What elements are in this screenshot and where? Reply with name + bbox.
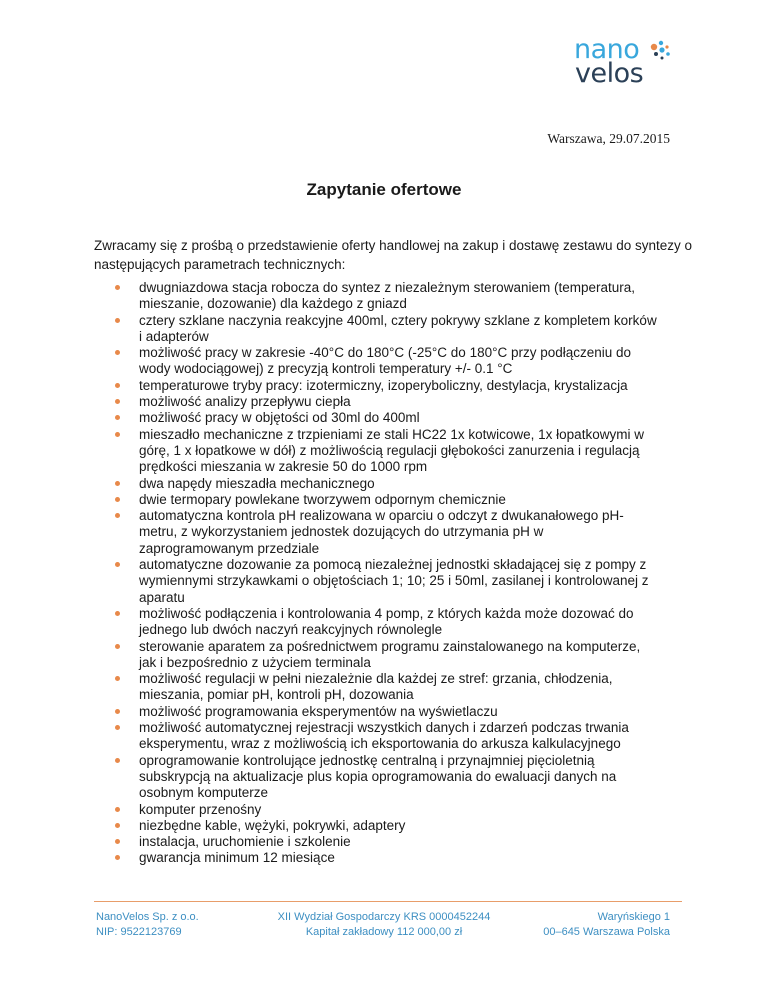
requirement-text-line: aparatu <box>139 589 185 605</box>
bullet-icon <box>115 399 120 404</box>
requirement-text-line: wody wodociągowej) z precyzją kontroli temperatury +/- 0.1 °C <box>139 361 513 377</box>
requirement-text-line: osobnym komputerze <box>139 785 269 801</box>
requirements-list <box>94 280 682 867</box>
requirement-text-line: prędkości mieszania w zakresie 50 do 1000 rpm <box>139 459 428 475</box>
requirement-text-line: oprogramowanie kontrolujące jednostkę centralną i przynajmniej pięcioletnią <box>139 752 595 768</box>
bullet-icon <box>115 415 120 420</box>
footer-capital: Kapitał zakładowy 112 000,00 zł <box>305 926 463 938</box>
requirement-item <box>94 508 682 557</box>
requirement-item <box>94 850 682 866</box>
requirement-text-line: dwie termopary powlekane tworzywem odpornym chemicznie <box>139 491 506 507</box>
requirement-text-line: jednego lub dwóch naczyń reakcyjnych równolegle <box>139 622 443 638</box>
bullet-icon <box>115 823 120 828</box>
requirement-text-line: dwugniazdowa stacja robocza do syntez z niezależnym sterowaniem (temperatura, <box>139 280 635 295</box>
requirement-text-line: możliwość programowania eksperymentów na wyświetlaczu <box>139 703 498 719</box>
requirement-text-line: możliwość pracy w zakresie -40°C do 180°C (-25°C do 180°C przy podłączeniu do <box>139 345 632 361</box>
requirement-text-line: dwa napędy mieszadła mechanicznego <box>139 475 375 491</box>
requirement-text-line: jak i bezpośrednio z użyciem terminala <box>139 654 371 670</box>
logo-text-nano: nano <box>574 34 640 65</box>
footer-city: 00–645 Warszawa Polska <box>543 926 670 938</box>
bullet-icon <box>115 839 120 844</box>
bullet-icon <box>115 481 120 486</box>
requirement-text-line: i adapterów <box>139 328 209 344</box>
requirement-item <box>94 834 682 850</box>
molecule-dots-icon <box>640 38 674 72</box>
requirement-text-line: możliwość analizy przepływu ciepła <box>139 394 351 410</box>
document-title: Zapytanie ofertowe <box>306 180 462 199</box>
requirement-text-line: mieszanie, dozowanie) dla każdego z gniazd <box>139 296 407 312</box>
footer-divider <box>94 901 682 902</box>
requirement-item <box>94 639 682 672</box>
requirement-item <box>94 476 682 492</box>
bullet-icon <box>115 807 120 812</box>
requirement-item <box>94 313 682 346</box>
requirement-item <box>94 818 682 834</box>
bullet-icon <box>115 855 120 860</box>
requirement-text-line: temperaturowe tryby pracy: izotermiczny, izoperyboliczny, destylacja, krystalizacja <box>139 377 628 393</box>
requirement-text-line: wymiennymi strzykawkami o objętościach 1; 10; 25 i 50ml, zasilanej i kontrolowanej z <box>139 573 649 589</box>
requirement-item <box>94 345 682 378</box>
requirement-text-line: możliwość automatycznej rejestracji wszystkich danych i zdarzeń podczas trwania <box>139 720 629 736</box>
requirement-item <box>94 606 682 639</box>
bullet-icon <box>115 644 120 649</box>
requirement-text-line: możliwość podłączenia i kontrolowania 4 pomp, z których każda może dozować do <box>139 605 634 621</box>
footer-street: Waryńskiego 1 <box>597 911 670 923</box>
requirement-item <box>94 704 682 720</box>
footer-company-name: NanoVelos Sp. z o.o. <box>96 911 199 923</box>
requirement-item <box>94 410 682 426</box>
requirement-text-line: komputer przenośny <box>139 801 262 817</box>
logo-text-velos: velos <box>575 58 644 89</box>
requirement-text-line: instalacja, uruchomienie i szkolenie <box>139 834 351 850</box>
bullet-icon <box>115 725 120 730</box>
bullet-icon <box>115 758 120 763</box>
company-logo <box>572 36 682 90</box>
bullet-icon <box>115 497 120 502</box>
bullet-icon <box>115 709 120 714</box>
requirement-text-line: zaprogramowanym przedziale <box>139 540 320 556</box>
requirement-text-line: subskrypcją na aktualizacje plus kopia oprogramowania do ewaluacji danych na <box>139 768 617 784</box>
bullet-icon <box>115 285 120 290</box>
requirement-item <box>94 378 682 394</box>
requirement-item <box>94 394 682 410</box>
document-date: Warszawa, 29.07.2015 <box>547 131 670 146</box>
requirement-text-line: górę, 1 x łopatkowe w dół) z możliwością regulacji głębokości zanurzenia i regulacją <box>139 442 640 458</box>
requirement-item <box>94 753 682 802</box>
requirement-item <box>94 720 682 753</box>
requirement-text-line: automatyczne dozowanie za pomocą niezależnej jednostki składającej się z pompy z <box>139 557 647 573</box>
bullet-icon <box>115 611 120 616</box>
footer-krs: XII Wydział Gospodarczy KRS 0000452244 <box>277 911 491 923</box>
requirement-item <box>94 671 682 704</box>
bullet-icon <box>115 383 120 388</box>
intro-paragraph: Zwracamy się z prośbą o przedstawienie oferty handlowej na zakup i dostawę zestawu do syntezy o następujących parametrach technicznych: <box>94 238 693 272</box>
requirement-text-line: cztery szklane naczynia reakcyjne 400ml, cztery pokrywy szklane z kompletem korków <box>139 312 657 328</box>
footer-nip: NIP: 9522123769 <box>96 926 182 938</box>
requirement-text-line: automatyczna kontrola pH realizowana w oparciu o odczyt z dwukanałowego pH- <box>139 508 624 524</box>
bullet-icon <box>115 676 120 681</box>
bullet-icon <box>115 562 120 567</box>
bullet-icon <box>115 432 120 437</box>
requirement-text-line: niezbędne kable, wężyki, pokrywki, adaptery <box>139 817 406 833</box>
requirement-item <box>94 557 682 606</box>
footer-address <box>543 910 670 940</box>
footer-company <box>96 910 199 940</box>
requirement-text-line: możliwość pracy w objętości od 30ml do 400ml <box>139 410 420 426</box>
requirement-text-line: możliwość regulacji w pełni niezależnie dla każdej ze stref: grzania, chłodzenia, <box>139 671 613 687</box>
requirement-item <box>94 802 682 818</box>
requirement-text-line: gwarancja minimum 12 miesiące <box>139 850 335 866</box>
requirement-text-line: metru, z wykorzystaniem jednostek dozujących do utrzymania pH w <box>139 524 544 540</box>
requirement-text-line: mieszania, pomiar pH, kontroli pH, dozowania <box>139 687 414 703</box>
requirement-text-line: mieszadło mechaniczne z trzpieniami ze stali HC22 1x kotwicowe, 1x łopatkowymi w <box>139 426 644 442</box>
bullet-icon <box>115 318 120 323</box>
requirement-text-line: eksperymentu, wraz z możliwością ich eksportowania do arkusza kalkulacyjnego <box>139 736 621 752</box>
requirement-item <box>94 492 682 508</box>
requirement-item <box>94 280 682 313</box>
bullet-icon <box>115 513 120 518</box>
requirement-item <box>94 427 682 476</box>
bullet-icon <box>115 350 120 355</box>
requirement-text-line: sterowanie aparatem za pośrednictwem programu zainstalowanego na komputerze, <box>139 638 641 654</box>
footer-registration <box>234 910 534 940</box>
